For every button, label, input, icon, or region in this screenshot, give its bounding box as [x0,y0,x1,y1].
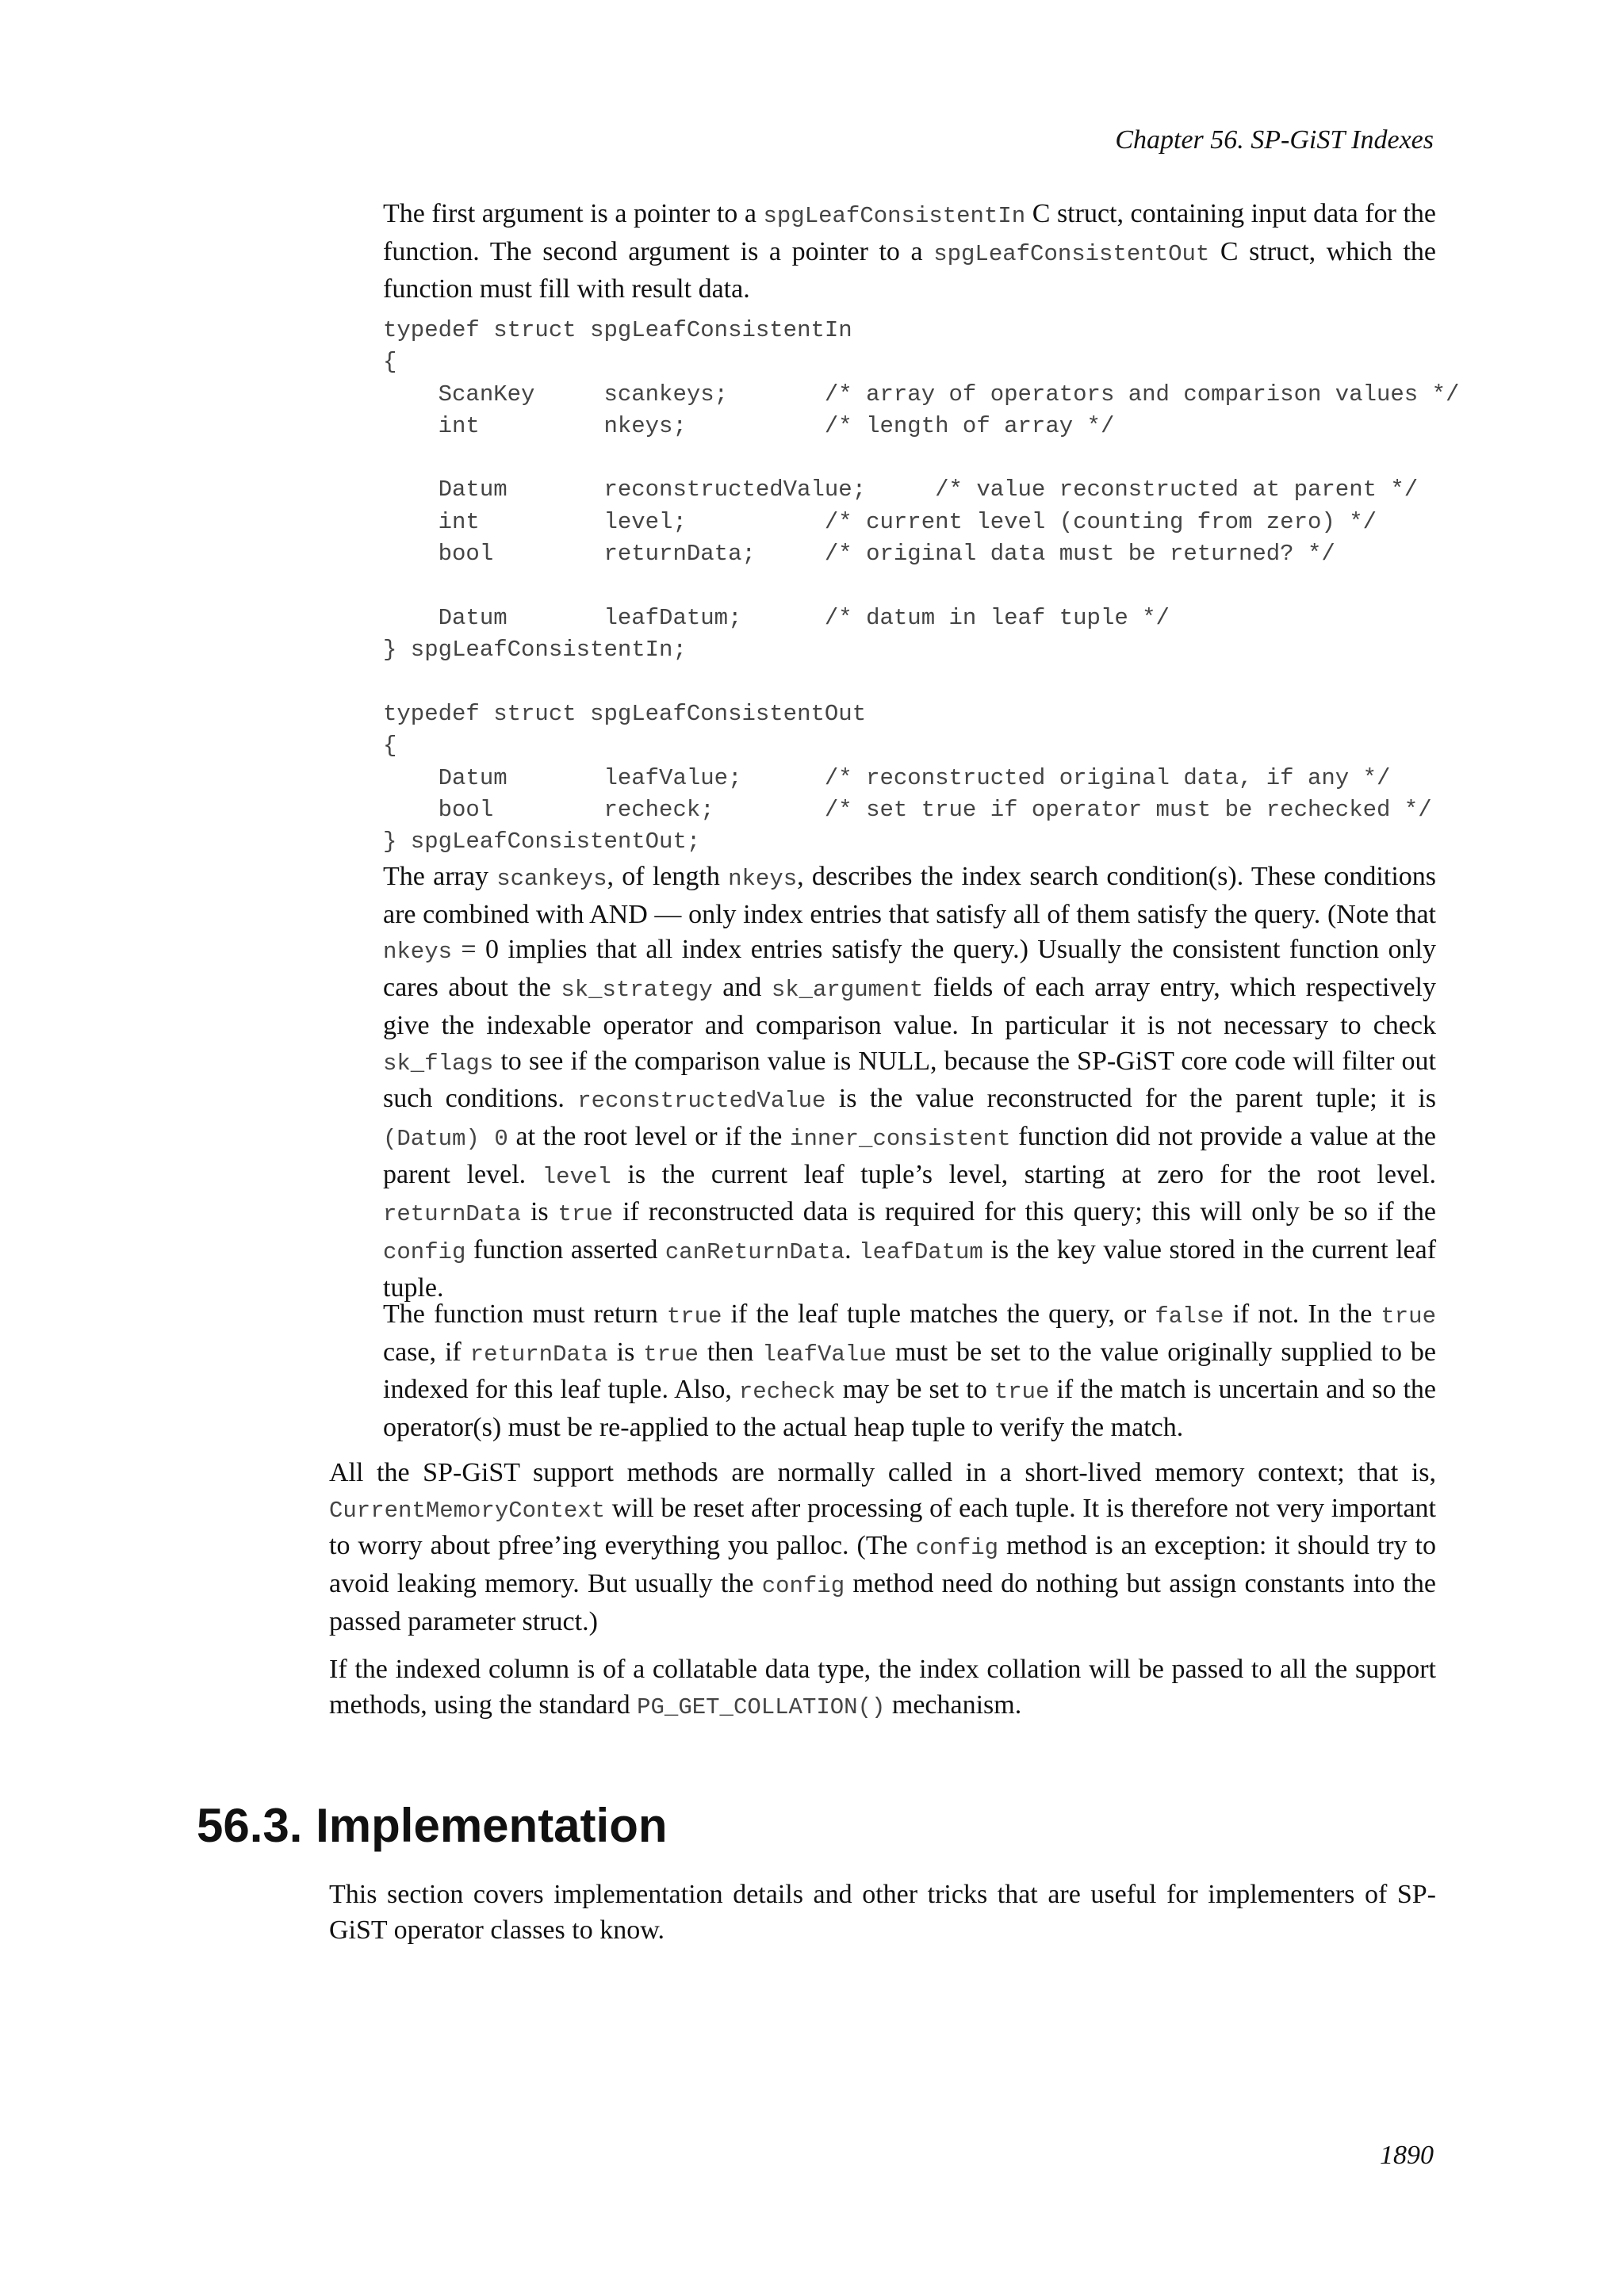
code-line: int nkeys; /* length of array */ [383,412,1115,439]
code-block-spgLeafConsistentOut [383,698,1432,858]
paragraph-collation: If the indexed column is of a collatable data type, the index collation will be passed to all the support methods, using the standard PG_GET_COLLATION() mechanism. [329,1655,1436,1720]
code-line: } spgLeafConsistentIn; [383,636,687,663]
code-line: ScanKey scankeys; /* array of operators and comparison values */ [383,381,1460,408]
running-header: Chapter 56. SP-GiST Indexes [1115,125,1434,155]
code-spgLeafConsistentOut: spgLeafConsistentOut [933,240,1210,267]
code-line: Datum leafDatum; /* datum in leaf tuple */ [383,604,1170,631]
section-heading: 56.3. Implementation [197,1799,668,1852]
code-line: bool returnData; /* original data must be returned? */ [383,541,1335,568]
code-block-spgLeafConsistentIn [383,315,1459,666]
code-line: { [383,349,397,376]
paragraph-implementation-intro: This section covers implementation details and other tricks that are useful for implementers of SP-GiST operator classes to know. [329,1880,1436,1945]
page-number: 1890 [1380,2141,1434,2170]
code-line: int level; /* current level (counting from zero) */ [383,508,1377,535]
code-line: bool recheck; /* set true if operator must be rechecked */ [383,796,1432,823]
code-line: { [383,733,397,760]
code-line: Datum leafValue; /* reconstructed original data, if any */ [383,764,1391,791]
code-line: typedef struct spgLeafConsistentOut [383,701,867,727]
code-line: } spgLeafConsistentOut; [383,828,701,855]
paragraph-memory-context: All the SP-GiST support methods are normally called in a short-lived memory context; that is, CurrentMemoryContext will be reset after processing of each tuple. It is therefore not very important to worry about pfree’ing everything you palloc. (The config method is an exception: it should try to avoid leaking memory. But usually the config method need do nothing but assign constants into the passed parameter struct.) [329,1458,1436,1636]
code-line: typedef struct spgLeafConsistentIn [383,317,852,343]
code-line: Datum reconstructedValue; /* value reconstructed at parent */ [383,476,1419,503]
paragraph-arguments: The first argument is a pointer to a spgLeafConsistentIn C struct, containing input data for the function. The second argument is a pointer to a spgLeafConsistentOut C struct, which the function must fill with result data. [383,199,1437,304]
paragraph-scankeys: The array scankeys, of length nkeys, describes the index search condition(s). These conditions are combined with AND — only index entries that satisfy all of them satisfy the query. (Note that nkeys = 0 implies that all index entries satisfy the query.) Usually the consistent function only cares about the sk_strategy and sk_argument fields of each array entry, which respectively give the indexable operator and comparison value. In particular it is not necessary to check sk_flags to see if the comparison value is NULL, because the SP-GiST core code will filter out such conditions. reconstructedValue is the value reconstructed for the parent tuple; it is (Datum) 0 at the root level or if the inner_consistent function did not provide a value at the parent level. level is the current leaf tuple’s level, starting at zero for the root level. returnData is true if reconstructed data is required for this query; this will only be so if the config function asserted canReturnData. leafDatum is the key value stored in the current leaf tuple. [383,862,1437,1303]
paragraph-return-value: The function must return true if the leaf tuple matches the query, or false if not. In the true case, if returnData is true then leafValue must be set to the value originally supplied to be indexed for this leaf tuple. Also, recheck may be set to true if the match is uncertain and so the operator(s) must be re-applied to the actual heap tuple to verify the match. [383,1299,1437,1443]
code-spgLeafConsistentIn: spgLeafConsistentIn [763,203,1026,229]
